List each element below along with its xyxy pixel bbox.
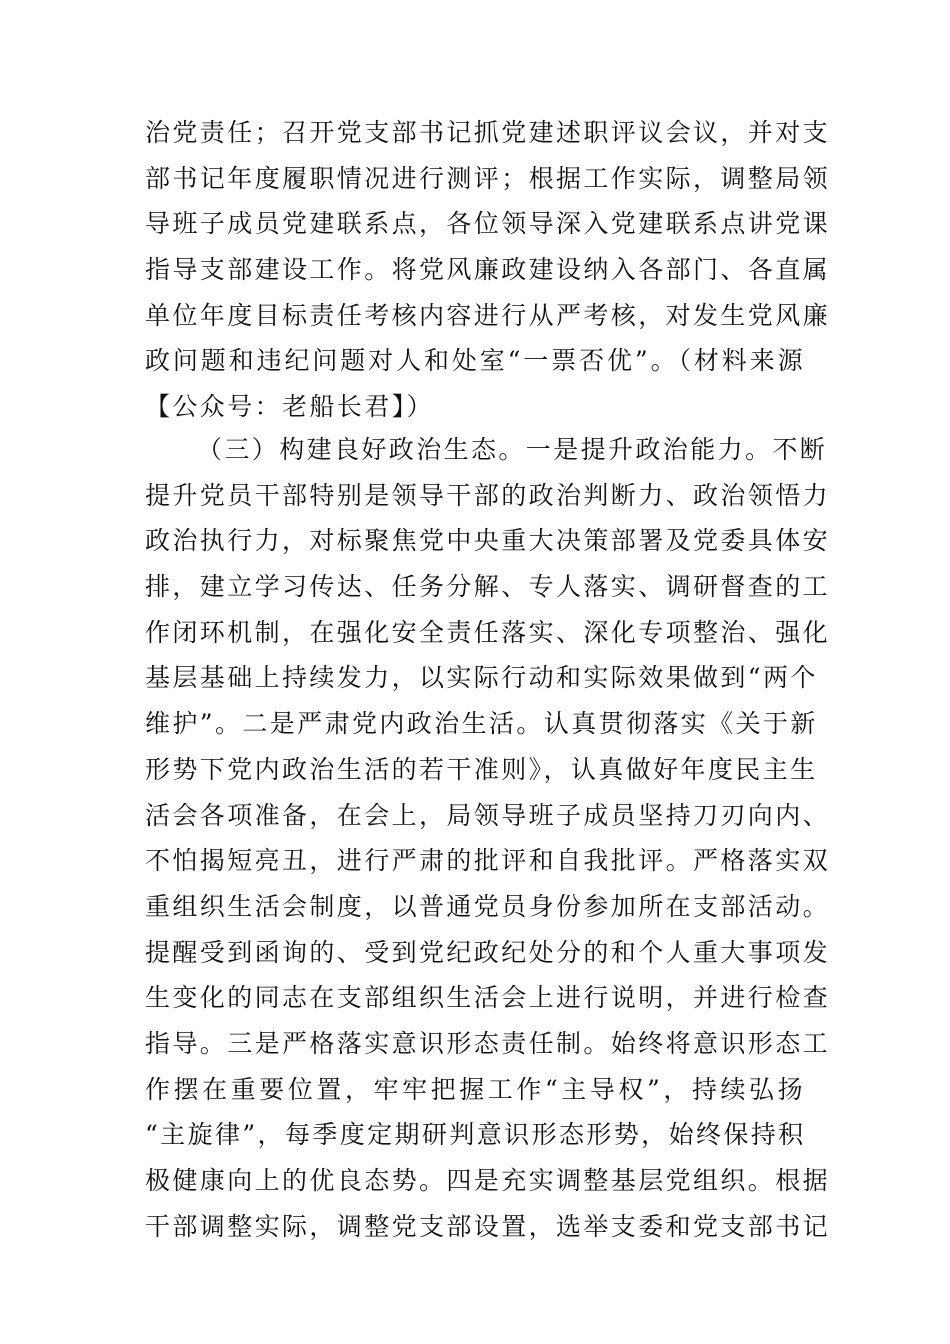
paragraph-line: 政问题和违纪问题对人和处室“一票否优”。（材料来源 xyxy=(145,346,805,376)
paragraph-line: 维护”。二是严肃党内政治生活。认真贯彻落实《关于新 xyxy=(145,709,818,739)
paragraph-2 xyxy=(145,427,831,1249)
paragraph-line: “主旋律”，每季度定期研判意识形态形势，始终保持积 xyxy=(145,1120,806,1150)
paragraph-line: 极健康向上的优良态势。四是充实调整基层党组织。根据 xyxy=(145,1166,831,1195)
paragraph-line: 提醒受到函询的、受到党纪政纪处分的和个人重大事项发 xyxy=(145,937,831,967)
paragraph-line: 生变化的同志在支部组织生活会上进行说明，并进行检查 xyxy=(145,983,831,1013)
paragraph-1 xyxy=(145,110,831,430)
paragraph-line: 导班子成员党建联系点，各位领导深入党建联系点讲党课 xyxy=(145,209,831,239)
paragraph-line: 不怕揭短亮丑，进行严肃的批评和自我批评。严格落实双 xyxy=(145,846,831,876)
paragraph-line: 作摆在重要位置，牢牢把握工作“主导权”，持续弘扬 xyxy=(145,1074,805,1104)
paragraph-line: 指导支部建设工作。将党风廉政建设纳入各部门、各直属 xyxy=(145,255,831,285)
paragraph-line: 干部调整实际，调整党支部设置，选举支委和党支部书记 xyxy=(145,1211,831,1241)
paragraph-line: 基层基础上持续发力，以实际行动和实际效果做到“两个 xyxy=(145,663,818,693)
paragraph-line: 形势下党内政治生活的若干准则》，认真做好年度民主生 xyxy=(145,754,818,784)
paragraph-line: （三）构建良好政治生态。一是提升政治能力。不断 xyxy=(197,435,828,464)
paragraph-line: 单位年度目标责任考核内容进行从严考核，对发生党风廉 xyxy=(145,300,831,330)
paragraph-line: 指导。三是严格落实意识形态责任制。始终将意识形态工 xyxy=(145,1028,831,1058)
paragraph-line: 治党责任；召开党支部书记抓党建述职评议会议，并对支 xyxy=(145,118,831,147)
paragraph-line: 部书记年度履职情况进行测评；根据工作实际，调整局领 xyxy=(145,163,831,193)
paragraph-line: 作闭环机制，在强化安全责任落实、深化专项整治、强化 xyxy=(145,617,831,647)
paragraph-line: 活会各项准备，在会上，局领导班子成员坚持刀刃向内、 xyxy=(145,800,831,830)
paragraph-line: 【公众号：老船长君】） xyxy=(145,392,434,422)
paragraph-line: 重组织生活会制度，以普通党员身份参加所在支部活动。 xyxy=(145,891,831,921)
paragraph-line: 政治执行力，对标聚焦党中央重大决策部署及党委具体安 xyxy=(145,526,831,556)
paragraph-line: 提升党员干部特别是领导干部的政治判断力、政治领悟力 xyxy=(145,480,831,510)
paragraph-line: 排，建立学习传达、任务分解、专人落实、调研督查的工 xyxy=(145,572,831,602)
